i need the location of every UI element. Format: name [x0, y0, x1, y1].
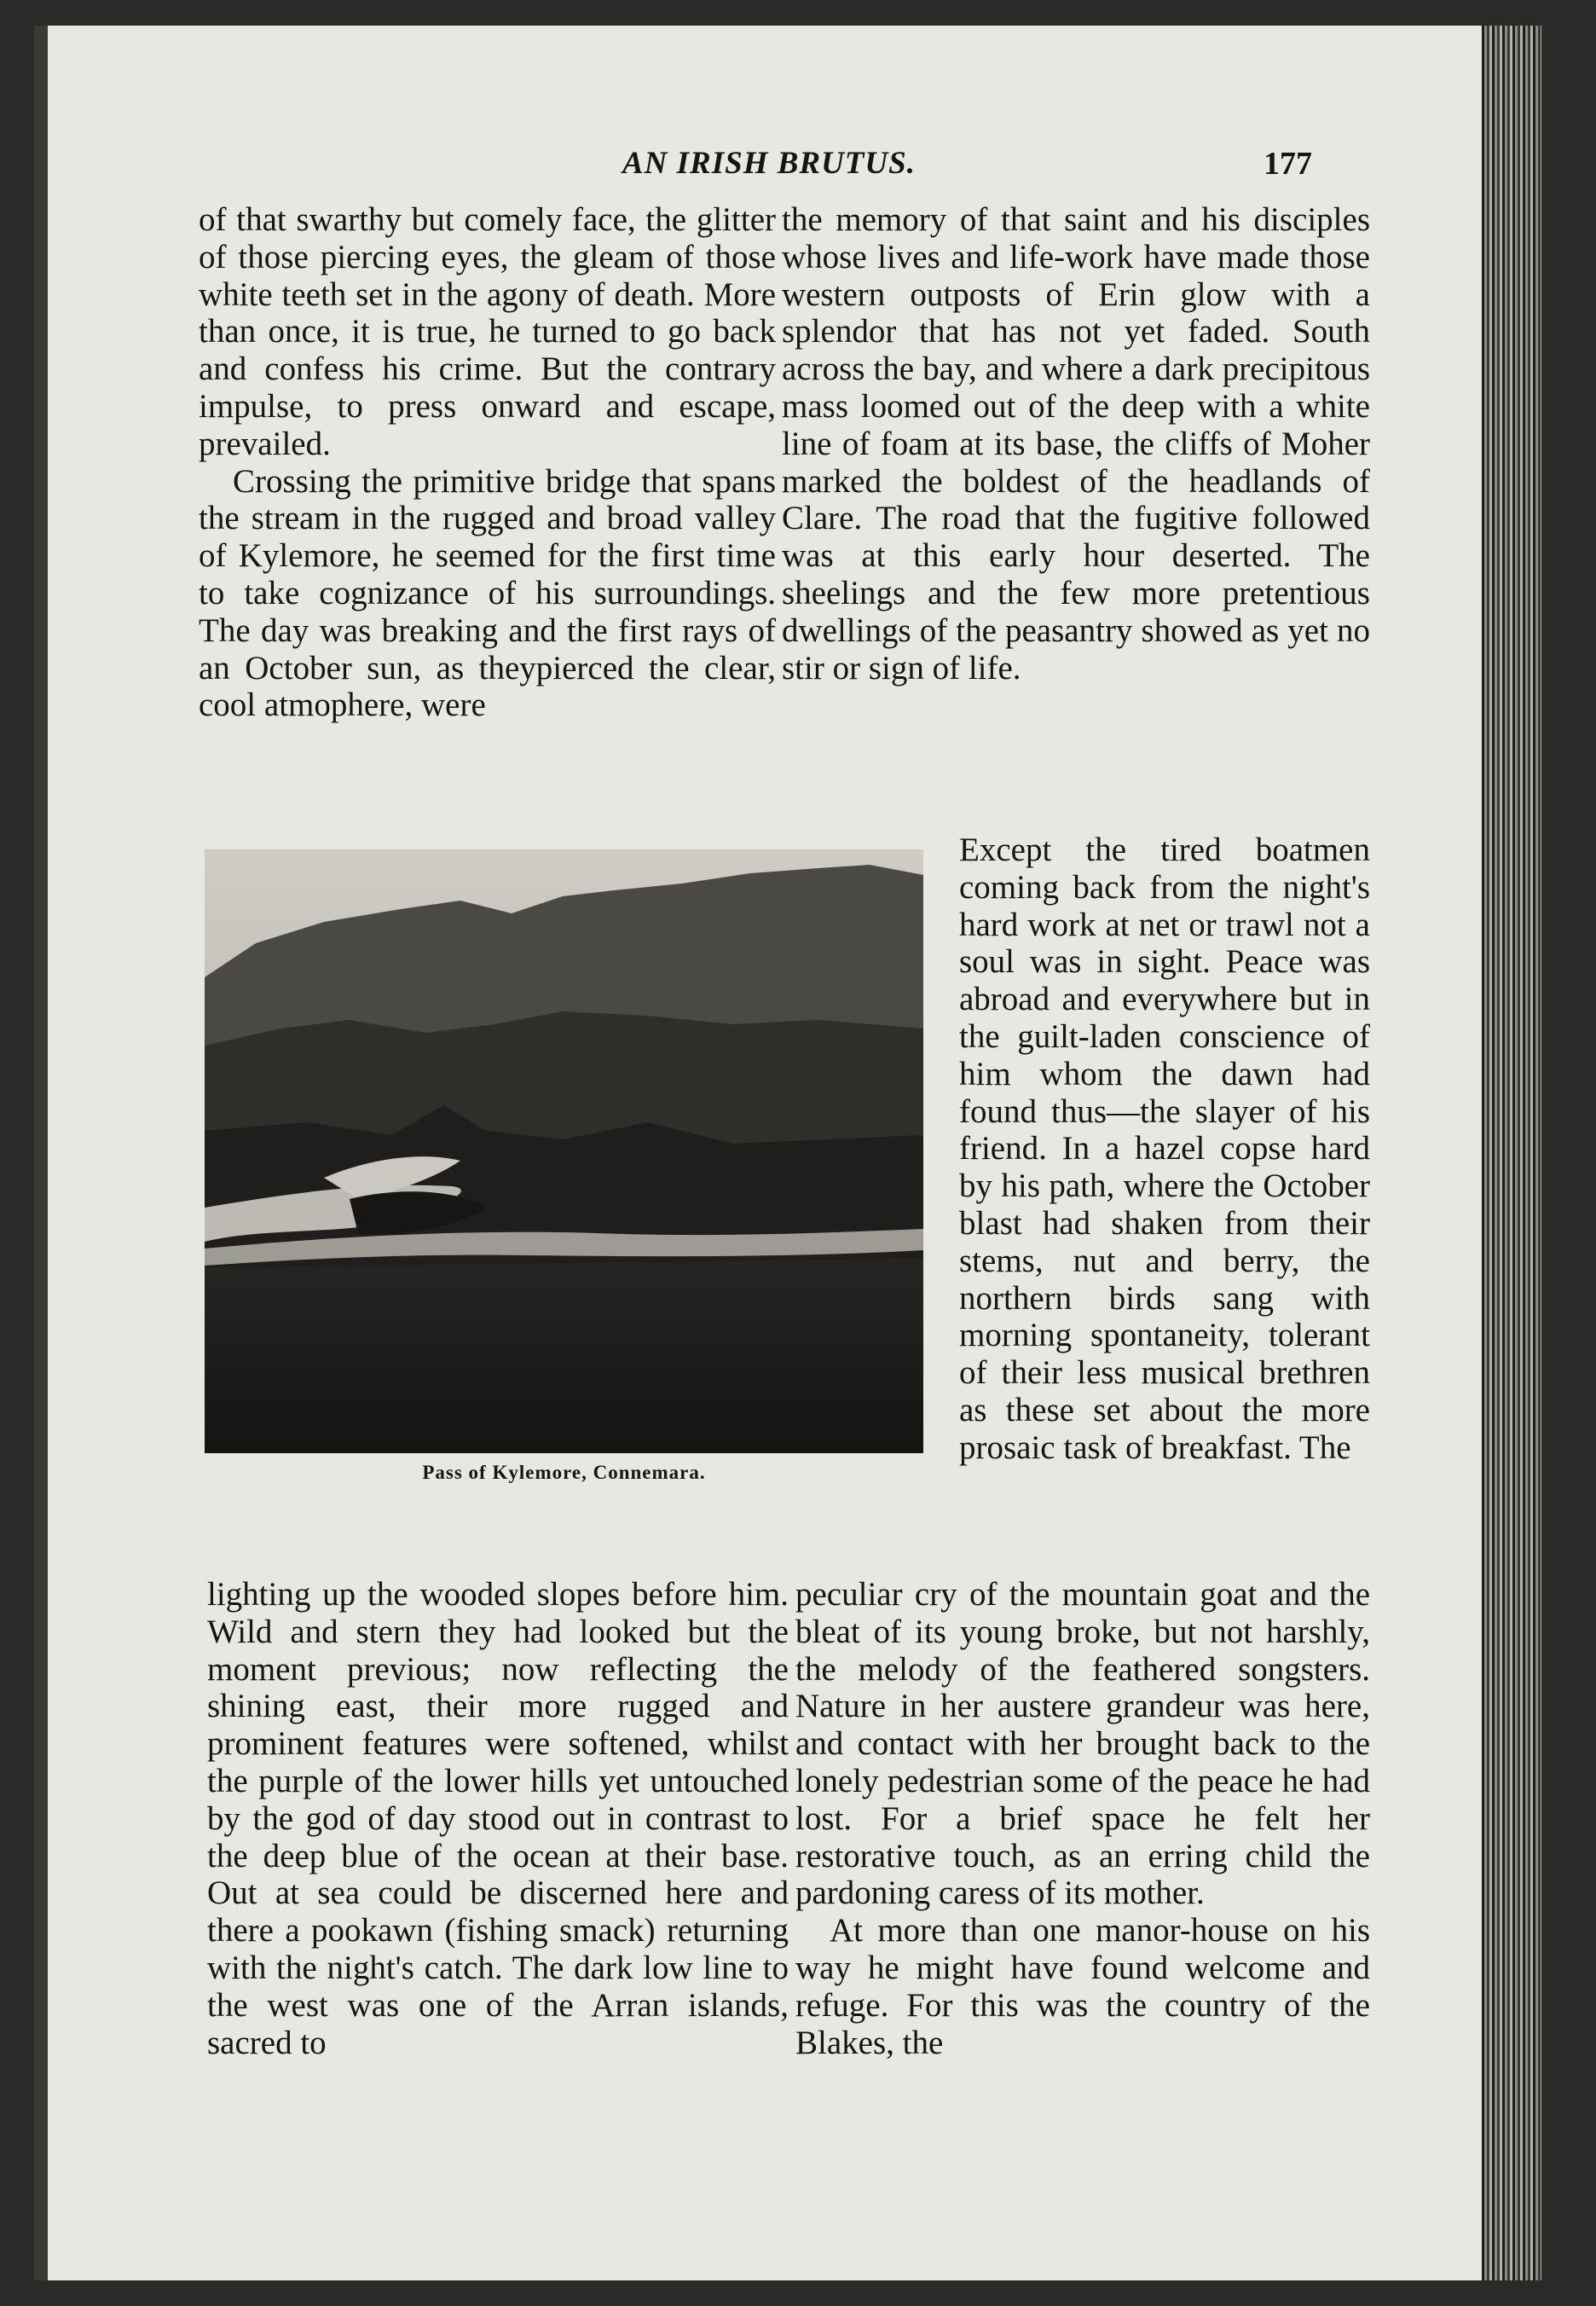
page-binding-edge: [34, 26, 48, 2280]
column-2-bottom-text: [795, 1576, 1370, 2061]
book-page: [34, 26, 1541, 2280]
column-1-top-text: [199, 201, 776, 724]
page-header: [34, 128, 1541, 188]
column-1-bottom-text: [207, 1576, 789, 2061]
figure-kylemore-photo: [205, 849, 923, 1483]
paragraph: the memory of that saint and his disciples whose lives and life-work have made those western outposts of Erin glow with a splendor that has not yet faded. South across the bay, and where a dark precipitous mass loomed out of the deep with a white line of foam at its base, the cliffs of Moher marked the boldest of the headlands of Clare. The road that the fugitive followed was at this early hour deserted. The sheelings and the few more pretentious dwellings of the peasantry showed as yet no stir or sign of life.: [782, 201, 1370, 687]
page-stack-edge: [1482, 26, 1541, 2280]
page-number: 177: [1264, 146, 1312, 182]
paragraph: lighting up the wooded slopes before him. Wild and stern they had looked but the moment previous; now reflecting the shining east, their more rugged and prominent features were softened, whilst the purple of the lower hills yet untouched by the god of day stood out in contrast to the deep blue of the ocean at their base. Out at sea could be discerned here and there a pookawn (fishing smack) returning with the night's catch. The dark low line to the west was one of the Arran islands, sacred to: [207, 1576, 789, 2061]
paragraph: peculiar cry of the mountain goat and the bleat of its young broke, but not harshly, the melody of the feathered songsters. Nature in her austere grandeur was here, and contact with her brought back to the lonely pedestrian some of the peace he had lost. For a brief space he felt her restorative touch, as an erring child the pardoning caress of its mother.: [795, 1576, 1370, 1912]
paragraph: At more than one manor-house on his way he might have found welcome and refuge. For this was the country of the Blakes, the: [795, 1912, 1370, 2061]
landscape-photo: [205, 849, 923, 1453]
paragraph: Crossing the primitive bridge that spans the stream in the rugged and broad valley of Kylemore, he seemed for the first time to take cognizance of his surroundings. The day was breaking and the first rays of an October sun, as theypierced the clear, cool atmophere, were: [199, 462, 776, 724]
running-title: AN IRISH BRUTUS.: [622, 146, 916, 181]
paragraph: of that swarthy but comely face, the glitter of those piercing eyes, the gleam of those white teeth set in the agony of death. More than once, it is true, he turned to go back and confess his crime. But the contrary impulse, to press onward and escape, prevailed.: [199, 201, 776, 462]
column-2-wrapped-text: [959, 831, 1370, 1467]
paragraph: Except the tired boatmen coming back from the night's hard work at net or trawl not a soul was in sight. Peace was abroad and everywhere but in the guilt-laden conscience of him whom the dawn had found thus—the slayer of his friend. In a hazel copse hard by his path, where the October blast had shaken from their stems, nut and berry, the northern birds sang with morning spontaneity, tolerant of their less musical brethren as these set about the more prosaic task of breakfast. The: [959, 831, 1370, 1466]
figure-caption: Pass of Kylemore, Connemara.: [422, 1462, 706, 1483]
column-2-top-text: [782, 201, 1370, 687]
